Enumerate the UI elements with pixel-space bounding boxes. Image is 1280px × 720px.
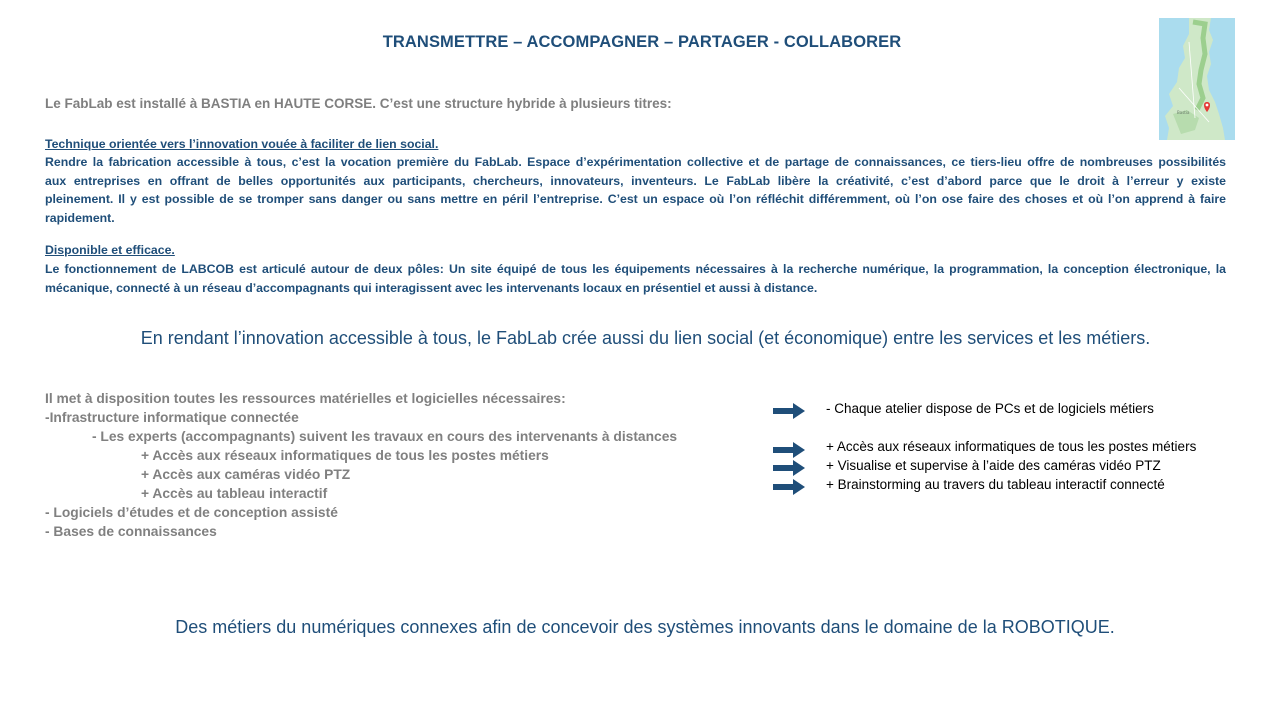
paragraph-line: rapidement. [45, 210, 115, 225]
section-paragraph-disponible [45, 260, 1226, 297]
right-arrow-icon [773, 442, 805, 458]
resource-item: + Accès aux réseaux informatiques de tous les postes métiers [141, 448, 549, 463]
section-paragraph-technique [45, 153, 1226, 227]
resource-item: + Accès aux caméras vidéo PTZ [141, 467, 351, 482]
benefit-item: + Accès aux réseaux informatiques de tous les postes métiers [826, 439, 1197, 454]
right-arrow-icon [773, 460, 805, 476]
paragraph-line: Le fonctionnement de LABCOB est articulé autour de deux pôles: Un site équipé de tous les équipements nécessaires à la recherche numérique, la programmation, la conception électronique, la [45, 262, 1226, 276]
resource-item: -Infrastructure informatique connectée [45, 410, 299, 425]
right-arrow-icon [773, 479, 805, 495]
svg-text:Bastia: Bastia [1177, 110, 1190, 115]
paragraph-line: pleinement. Il y est possible de se tromper sans danger ou sans mettre en péril l’entreprise. C’est un espace où l’on réfléchit différemment, où l’on ose faire des choses et où l’on apprend à faire [45, 192, 1226, 206]
intro-text: Le FabLab est installé à BASTIA en HAUTE CORSE. C’est une structure hybride à plusieurs titres: [45, 96, 672, 111]
benefit-item: - Chaque atelier dispose de PCs et de logiciels métiers [826, 401, 1154, 416]
benefit-item: + Visualise et supervise à l’aide des caméras vidéo PTZ [826, 458, 1161, 473]
resource-item: - Bases de connaissances [45, 524, 217, 539]
resource-item: - Logiciels d’études et de conception assisté [45, 505, 338, 520]
footer-statement: Des métiers du numériques connexes afin de concevoir des systèmes innovants dans le domaine de la ROBOTIQUE. [175, 617, 1115, 637]
statement-text: En rendant l’innovation accessible à tous, le FabLab crée aussi du lien social (et économique) entre les services et les métiers. [140, 328, 1151, 348]
paragraph-line: aux entreprises en offrant de belles opportunités aux participants, chercheurs, innovateurs, inventeurs. Le FabLab libère la créativité, c’est d’abord parce que le droit à l’erreur y existe [45, 173, 1226, 188]
section-heading-technique: Technique orientée vers l’innovation vouée à faciliter de lien social. [45, 137, 439, 151]
paragraph-line: Rendre la fabrication accessible à tous, c’est la vocation première du FabLab. Espace d’expérimentation collective et de partage de connaissances, ce tiers-lieu offre de nombreuses possibilités [45, 155, 1226, 169]
resources-intro: Il met à disposition toutes les ressources matérielles et logicielles nécessaires: [45, 391, 566, 406]
page-title: TRANSMETTRE – ACCOMPAGNER – PARTAGER - COLLABORER [382, 33, 902, 51]
benefit-item: + Brainstorming au travers du tableau interactif connecté [826, 477, 1165, 492]
map-location-icon [1159, 18, 1235, 140]
paragraph-line: mécanique, connecté à un réseau d’accompagnants qui interagissent avec les intervenants locaux en présentiel et aussi à distance. [45, 280, 818, 295]
right-arrow-icon [773, 403, 805, 419]
section-heading-disponible: Disponible et efficace. [45, 243, 175, 257]
resource-item: - Les experts (accompagnants) suivent les travaux en cours des intervenants à distances [92, 429, 678, 444]
resource-item: + Accès au tableau interactif [141, 486, 328, 501]
